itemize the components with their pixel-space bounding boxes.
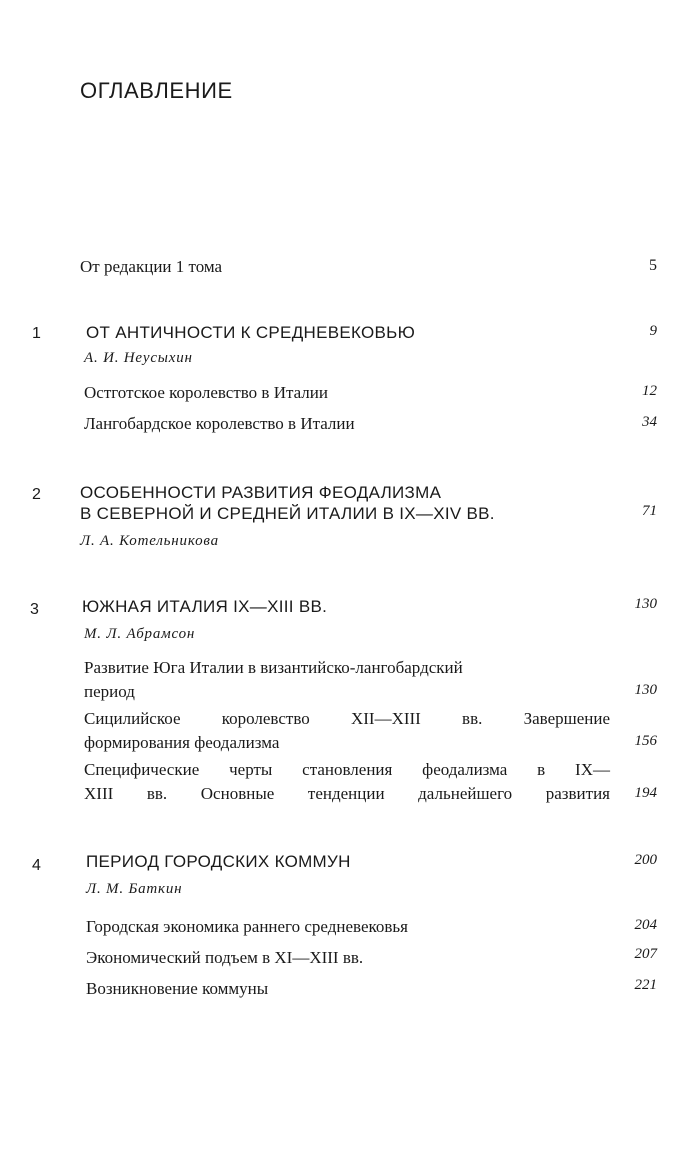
toc-section-entry[interactable]: Лангобардское королевство в Италии [84,414,355,433]
toc-section-page: 207 [634,946,657,962]
toc-section-entry-line-2[interactable]: XIII вв. Основные тенденции дальнейшего развития [84,784,610,803]
chapter-title-line-2[interactable]: В СЕВЕРНОЙ И СРЕДНЕЙ ИТАЛИИ В IX—XIV ВВ. [80,504,495,523]
chapter-page: 130 [634,596,657,612]
toc-section-page: 221 [634,977,657,993]
chapter-page: 200 [634,852,657,868]
chapter-number: 2 [32,486,41,503]
toc-section-page: 204 [634,917,657,933]
toc-section-entry[interactable]: Возникновение коммуны [86,979,269,998]
toc-section-page: 130 [634,682,657,698]
chapter-number: 1 [32,325,41,342]
toc-section-entry[interactable]: Экономический подъем в XI—XIII вв. [86,948,364,967]
toc-section-page: 156 [634,733,657,749]
toc-entry-preface[interactable]: От редакции 1 тома [80,257,223,276]
toc-section-entry[interactable]: Сицилийское королевство XII—XIII вв. Завершение [84,709,610,728]
toc-section-page: 194 [634,785,657,801]
chapter-title[interactable]: ПЕРИОД ГОРОДСКИХ КОММУН [86,852,351,871]
chapter-author: Л. М. Баткин [86,881,183,897]
chapter-author: Л. А. Котельникова [80,533,219,549]
toc-page-preface: 5 [649,257,657,274]
chapter-author: М. Л. Абрамсон [84,626,196,642]
chapter-number: 3 [30,601,39,618]
toc-section-entry[interactable]: Специфические черты становления феодализма в IX— [84,760,610,779]
toc-section-entry[interactable]: Остготское королевство в Италии [84,383,328,402]
chapter-page: 9 [649,323,657,339]
chapter-author: А. И. Неусыхин [84,350,193,366]
chapter-title[interactable]: ОСОБЕННОСТИ РАЗВИТИЯ ФЕОДАЛИЗМА [80,483,442,502]
toc-section-entry-line-2[interactable]: формирования феодализма [84,733,280,752]
toc-section-entry[interactable]: Городская экономика раннего средневековья [86,917,408,936]
toc-section-entry-line-2[interactable]: период [84,682,135,701]
toc-section-page: 12 [642,383,657,399]
chapter-title[interactable]: ЮЖНАЯ ИТАЛИЯ IX—XIII ВВ. [82,597,328,616]
toc-section-entry[interactable]: Развитие Юга Италии в византийско-лангобардский [84,658,463,677]
chapter-page: 71 [642,503,657,519]
page-title: ОГЛАВЛЕНИЕ [80,78,233,103]
toc-section-page: 34 [642,414,657,430]
chapter-number: 4 [32,857,41,874]
chapter-title[interactable]: ОТ АНТИЧНОСТИ К СРЕДНЕВЕКОВЬЮ [86,323,416,342]
